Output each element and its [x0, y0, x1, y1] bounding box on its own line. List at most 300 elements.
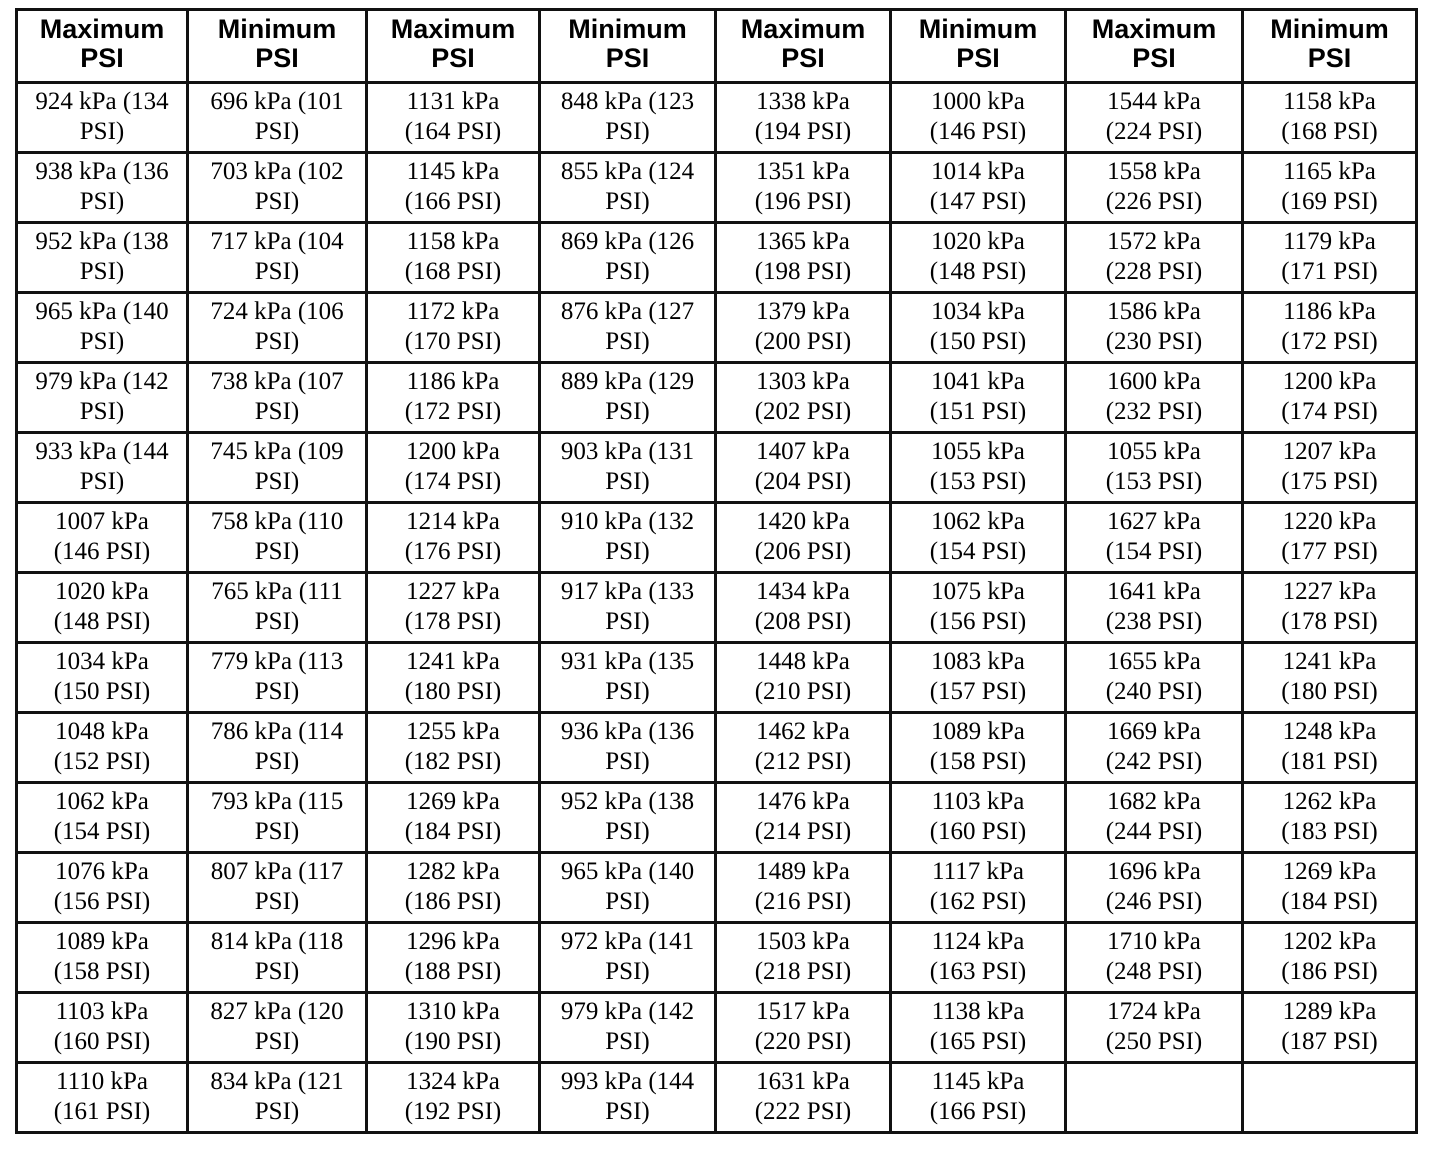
- table-cell: [1066, 643, 1243, 713]
- table-cell: [188, 83, 367, 153]
- table-cell: [891, 503, 1066, 573]
- cell-value-line: 1000 kPa: [931, 88, 1025, 115]
- table-cell: [367, 363, 540, 433]
- table-cell: [891, 363, 1066, 433]
- cell-value-line: 1083 kPa: [931, 648, 1025, 675]
- table-cell: [1243, 503, 1417, 573]
- cell-value-line: (178 PSI): [404, 608, 502, 635]
- cell-value-line: (148 PSI): [929, 258, 1027, 285]
- cell-value-line: PSI): [254, 468, 300, 495]
- cell-value-line: PSI): [254, 1028, 300, 1055]
- cell-value-line: 1641 kPa: [1107, 578, 1201, 605]
- pressure-table: [15, 8, 1418, 1134]
- table-cell: [891, 923, 1066, 993]
- table-cell: [1243, 83, 1417, 153]
- cell-value-line: (248 PSI): [1105, 958, 1203, 985]
- cell-value-line: (204 PSI): [754, 468, 852, 495]
- cell-value-line: PSI): [79, 468, 125, 495]
- cell-value-line: (156 PSI): [53, 888, 151, 915]
- cell-value-line: 1131 kPa: [406, 88, 500, 115]
- cell-value-line: 793 kPa (115: [210, 788, 344, 815]
- table-cell: [1243, 433, 1417, 503]
- cell-value-line: (153 PSI): [1105, 468, 1203, 495]
- cell-value-line: 1034 kPa: [55, 648, 149, 675]
- cell-value-line: 1503 kPa: [756, 928, 850, 955]
- cell-value-line: 1631 kPa: [756, 1068, 850, 1095]
- cell-value-line: 1420 kPa: [756, 508, 850, 535]
- table-cell: [367, 1063, 540, 1133]
- cell-value-line: (220 PSI): [754, 1028, 852, 1055]
- table-cell: [891, 853, 1066, 923]
- column-header: [891, 10, 1066, 83]
- cell-value-line: 1055 kPa: [931, 438, 1025, 465]
- cell-value-line: (187 PSI): [1281, 1028, 1378, 1055]
- cell-value-line: (230 PSI): [1105, 328, 1203, 355]
- cell-value-line: 1076 kPa: [55, 858, 149, 885]
- cell-value-line: 1448 kPa: [756, 648, 850, 675]
- table-cell: [17, 1063, 188, 1133]
- cell-value-line: 972 kPa (141: [560, 928, 695, 955]
- cell-value-line: PSI): [605, 678, 650, 705]
- table-cell: [367, 783, 540, 853]
- cell-value-line: 979 kPa (142: [35, 368, 169, 395]
- table-row: [17, 83, 1417, 153]
- table-cell: [367, 433, 540, 503]
- cell-value-line: (224 PSI): [1105, 118, 1203, 145]
- cell-value-line: 1062 kPa: [55, 788, 149, 815]
- cell-value-line: 1296 kPa: [406, 928, 500, 955]
- cell-value-line: 1289 kPa: [1282, 998, 1377, 1025]
- cell-value-line: (150 PSI): [53, 678, 151, 705]
- cell-value-line: 1338 kPa: [756, 88, 850, 115]
- table-cell: [1066, 223, 1243, 293]
- cell-value-line: PSI): [79, 188, 125, 215]
- table-cell: [540, 643, 716, 713]
- table-cell: [540, 993, 716, 1063]
- table-cell: [1066, 713, 1243, 783]
- cell-value-line: PSI): [79, 398, 125, 425]
- table-cell: [891, 153, 1066, 223]
- table-cell: [367, 713, 540, 783]
- cell-value-line: 1089 kPa: [931, 718, 1025, 745]
- table-cell: [1066, 293, 1243, 363]
- cell-value-line: 938 kPa (136: [35, 158, 169, 185]
- table-cell: [188, 713, 367, 783]
- cell-value-line: 786 kPa (114: [210, 718, 344, 745]
- table-cell: [367, 293, 540, 363]
- table-cell: [367, 153, 540, 223]
- cell-value-line: (178 PSI): [1281, 608, 1378, 635]
- table-cell: [716, 293, 891, 363]
- table-cell: [540, 503, 716, 573]
- cell-value-line: 1303 kPa: [756, 368, 850, 395]
- cell-value-line: (170 PSI): [404, 328, 502, 355]
- table-cell: [716, 783, 891, 853]
- table-cell: [17, 923, 188, 993]
- column-header: [1066, 10, 1243, 83]
- table-cell: [891, 433, 1066, 503]
- cell-value-line: 1007 kPa: [55, 508, 149, 535]
- cell-value-line: 1682 kPa: [1107, 788, 1201, 815]
- table-cell: [891, 783, 1066, 853]
- cell-value-line: (181 PSI): [1281, 748, 1378, 775]
- table-cell: [188, 503, 367, 573]
- cell-value-line: (200 PSI): [754, 328, 852, 355]
- column-header-line: PSI: [956, 43, 1000, 73]
- cell-value-line: (150 PSI): [929, 328, 1027, 355]
- cell-value-line: 1158 kPa: [1283, 88, 1376, 115]
- table-cell: [367, 993, 540, 1063]
- cell-value-line: 1248 kPa: [1282, 718, 1377, 745]
- table-cell: [188, 363, 367, 433]
- table-cell: [1243, 853, 1417, 923]
- table-body: [17, 83, 1417, 1133]
- table-cell: [540, 923, 716, 993]
- cell-value-line: (228 PSI): [1105, 258, 1203, 285]
- cell-value-line: 1627 kPa: [1107, 508, 1201, 535]
- column-header: [540, 10, 716, 83]
- cell-value-line: (177 PSI): [1281, 538, 1378, 565]
- cell-value-line: (202 PSI): [754, 398, 852, 425]
- cell-value-line: 1041 kPa: [931, 368, 1025, 395]
- cell-value-line: (160 PSI): [53, 1028, 151, 1055]
- cell-value-line: PSI): [605, 1028, 650, 1055]
- table-cell: [891, 83, 1066, 153]
- cell-value-line: 1462 kPa: [756, 718, 850, 745]
- cell-value-line: 965 kPa (140: [35, 298, 169, 325]
- cell-value-line: 1241 kPa: [406, 648, 500, 675]
- cell-value-line: PSI): [254, 398, 300, 425]
- cell-value-line: 1165 kPa: [1283, 158, 1376, 185]
- cell-value-line: (147 PSI): [929, 188, 1027, 215]
- cell-value-line: (218 PSI): [754, 958, 852, 985]
- table-row: [17, 223, 1417, 293]
- table-cell: [188, 853, 367, 923]
- cell-value-line: 924 kPa (134: [35, 88, 169, 115]
- table-row: [17, 853, 1417, 923]
- cell-value-line: 1586 kPa: [1107, 298, 1201, 325]
- table-cell: [540, 573, 716, 643]
- table-cell: [716, 363, 891, 433]
- cell-value-line: 827 kPa (120: [210, 998, 344, 1025]
- cell-value-line: 1255 kPa: [406, 718, 500, 745]
- table-cell: [17, 503, 188, 573]
- cell-value-line: (194 PSI): [754, 118, 852, 145]
- cell-value-line: 1055 kPa: [1107, 438, 1201, 465]
- cell-value-line: PSI): [605, 608, 650, 635]
- cell-value-line: (166 PSI): [929, 1098, 1027, 1125]
- cell-value-line: 1710 kPa: [1107, 928, 1201, 955]
- cell-value-line: (158 PSI): [53, 958, 151, 985]
- cell-value-line: 1241 kPa: [1282, 648, 1377, 675]
- cell-value-line: 1020 kPa: [931, 228, 1025, 255]
- table-row: [17, 923, 1417, 993]
- cell-value-line: (238 PSI): [1105, 608, 1203, 635]
- table-cell: [188, 573, 367, 643]
- cell-value-line: PSI): [605, 1098, 650, 1125]
- table-cell: [1243, 783, 1417, 853]
- column-header-line: PSI: [1132, 43, 1176, 73]
- table-cell: [716, 503, 891, 573]
- table-cell: [1066, 923, 1243, 993]
- cell-value-line: (246 PSI): [1105, 888, 1203, 915]
- table-cell: [188, 1063, 367, 1133]
- table-cell: [17, 783, 188, 853]
- cell-value-line: 910 kPa (132: [560, 508, 695, 535]
- table-cell: [891, 573, 1066, 643]
- cell-value-line: (222 PSI): [754, 1098, 852, 1125]
- cell-value-line: (146 PSI): [53, 538, 151, 565]
- table-row: [17, 1063, 1417, 1133]
- cell-value-line: (172 PSI): [404, 398, 502, 425]
- cell-value-line: (168 PSI): [404, 258, 502, 285]
- cell-value-line: 1172 kPa: [406, 298, 500, 325]
- cell-value-line: (158 PSI): [929, 748, 1027, 775]
- cell-value-line: 1655 kPa: [1107, 648, 1201, 675]
- column-header-line: PSI: [80, 43, 124, 73]
- cell-value-line: 1186 kPa: [1283, 298, 1376, 325]
- table-cell: [1066, 993, 1243, 1063]
- table-cell: [367, 503, 540, 573]
- column-header-line: Minimum: [918, 14, 1038, 44]
- cell-value-line: (242 PSI): [1105, 748, 1203, 775]
- cell-value-line: 1145 kPa: [931, 1068, 1025, 1095]
- cell-value-line: (154 PSI): [1105, 538, 1203, 565]
- cell-value-line: (184 PSI): [1281, 888, 1378, 915]
- table-cell: [17, 993, 188, 1063]
- cell-value-line: 917 kPa (133: [560, 578, 695, 605]
- table-cell: [1243, 923, 1417, 993]
- cell-value-line: 1227 kPa: [406, 578, 500, 605]
- table-row: [17, 503, 1417, 573]
- cell-value-line: 1103 kPa: [931, 788, 1025, 815]
- cell-value-line: (206 PSI): [754, 538, 852, 565]
- cell-value-line: (192 PSI): [404, 1098, 502, 1125]
- cell-value-line: (154 PSI): [53, 818, 151, 845]
- table-cell: [17, 223, 188, 293]
- column-header-line: PSI: [431, 43, 475, 73]
- cell-value-line: (163 PSI): [929, 958, 1027, 985]
- cell-value-line: 1207 kPa: [1282, 438, 1377, 465]
- table-cell: [540, 783, 716, 853]
- cell-value-line: 1138 kPa: [931, 998, 1025, 1025]
- cell-value-line: 1202 kPa: [1282, 928, 1377, 955]
- cell-value-line: PSI): [605, 118, 650, 145]
- cell-value-line: 1200 kPa: [406, 438, 500, 465]
- cell-value-line: (216 PSI): [754, 888, 852, 915]
- cell-value-line: (198 PSI): [754, 258, 852, 285]
- cell-value-line: (190 PSI): [404, 1028, 502, 1055]
- table-cell: [1243, 153, 1417, 223]
- table-row: [17, 993, 1417, 1063]
- table-cell: [1066, 783, 1243, 853]
- cell-value-line: (212 PSI): [754, 748, 852, 775]
- table-cell: [540, 433, 716, 503]
- table-cell: [188, 433, 367, 503]
- cell-value-line: PSI): [254, 888, 300, 915]
- cell-value-line: 1227 kPa: [1282, 578, 1377, 605]
- table-cell: [367, 83, 540, 153]
- column-header-line: Minimum: [568, 14, 687, 44]
- table-cell: [367, 923, 540, 993]
- table-cell: [891, 1063, 1066, 1133]
- table-cell: [716, 83, 891, 153]
- cell-value-line: 1324 kPa: [406, 1068, 500, 1095]
- cell-value-line: 1214 kPa: [406, 508, 500, 535]
- column-header: [1243, 10, 1417, 83]
- cell-value-line: 1724 kPa: [1107, 998, 1201, 1025]
- column-header-line: Maximum: [39, 14, 165, 44]
- cell-value-line: 1696 kPa: [1107, 858, 1201, 885]
- column-header-line: PSI: [605, 43, 650, 73]
- table-cell: [17, 573, 188, 643]
- table-cell: [1243, 293, 1417, 363]
- cell-value-line: 1158 kPa: [406, 228, 500, 255]
- table-cell: [367, 853, 540, 923]
- cell-value-line: 807 kPa (117: [210, 858, 344, 885]
- table-cell: [540, 223, 716, 293]
- cell-value-line: (151 PSI): [929, 398, 1027, 425]
- table-cell: [1243, 223, 1417, 293]
- cell-value-line: 696 kPa (101: [210, 88, 344, 115]
- cell-value-line: PSI): [254, 258, 300, 285]
- table-cell: [1243, 573, 1417, 643]
- cell-value-line: PSI): [605, 188, 650, 215]
- cell-value-line: 834 kPa (121: [210, 1068, 344, 1095]
- cell-value-line: (244 PSI): [1105, 818, 1203, 845]
- column-header-line: PSI: [255, 43, 299, 73]
- table-cell: [1066, 503, 1243, 573]
- cell-value-line: 1034 kPa: [931, 298, 1025, 325]
- cell-value-line: 1145 kPa: [406, 158, 500, 185]
- table-row: [17, 573, 1417, 643]
- cell-value-line: 1200 kPa: [1282, 368, 1377, 395]
- table-row: [17, 643, 1417, 713]
- table-cell: [1066, 153, 1243, 223]
- cell-value-line: 1517 kPa: [756, 998, 850, 1025]
- table-cell: [1243, 993, 1417, 1063]
- table-cell: [716, 153, 891, 223]
- table-cell: [716, 853, 891, 923]
- column-header-line: Minimum: [1270, 14, 1389, 44]
- cell-value-line: PSI): [605, 818, 650, 845]
- cell-value-line: PSI): [605, 748, 650, 775]
- cell-value-line: (154 PSI): [929, 538, 1027, 565]
- column-header-line: Minimum: [217, 14, 337, 44]
- cell-value-line: PSI): [605, 328, 650, 355]
- cell-value-line: PSI): [254, 1098, 300, 1125]
- cell-value-line: PSI): [254, 118, 300, 145]
- column-header: [188, 10, 367, 83]
- cell-value-line: 1014 kPa: [931, 158, 1025, 185]
- cell-value-line: PSI): [254, 678, 300, 705]
- cell-value-line: PSI): [79, 328, 125, 355]
- table-cell: [891, 643, 1066, 713]
- table-cell: [540, 153, 716, 223]
- table-cell: [1243, 643, 1417, 713]
- cell-value-line: 1669 kPa: [1107, 718, 1201, 745]
- table-cell: [891, 993, 1066, 1063]
- cell-value-line: (180 PSI): [1281, 678, 1378, 705]
- column-header-line: Maximum: [1091, 14, 1217, 44]
- cell-value-line: PSI): [605, 888, 650, 915]
- cell-value-line: (240 PSI): [1105, 678, 1203, 705]
- table-cell: [540, 293, 716, 363]
- cell-value-line: (184 PSI): [404, 818, 502, 845]
- cell-value-line: (174 PSI): [404, 468, 502, 495]
- cell-value-line: 1220 kPa: [1282, 508, 1377, 535]
- cell-value-line: 855 kPa (124: [560, 158, 695, 185]
- table-cell: [540, 713, 716, 783]
- cell-value-line: (153 PSI): [929, 468, 1027, 495]
- cell-value-line: 1075 kPa: [931, 578, 1025, 605]
- cell-value-line: 1117 kPa: [932, 858, 1024, 885]
- cell-value-line: (176 PSI): [404, 538, 502, 565]
- cell-value-line: (165 PSI): [929, 1028, 1027, 1055]
- cell-value-line: PSI): [605, 398, 650, 425]
- cell-value-line: 903 kPa (131: [560, 438, 695, 465]
- cell-value-line: 1365 kPa: [756, 228, 850, 255]
- cell-value-line: 717 kPa (104: [210, 228, 344, 255]
- table-row: [17, 713, 1417, 783]
- cell-value-line: 952 kPa (138: [560, 788, 695, 815]
- cell-value-line: 979 kPa (142: [560, 998, 695, 1025]
- cell-value-line: (226 PSI): [1105, 188, 1203, 215]
- cell-value-line: (168 PSI): [1281, 118, 1378, 145]
- table-cell: [1066, 433, 1243, 503]
- table-cell: [1066, 853, 1243, 923]
- cell-value-line: 993 kPa (144: [560, 1068, 695, 1095]
- table-cell: [716, 1063, 891, 1133]
- table-cell: [716, 433, 891, 503]
- cell-value-line: (161 PSI): [53, 1098, 151, 1125]
- cell-value-line: (214 PSI): [754, 818, 852, 845]
- cell-value-line: 779 kPa (113: [210, 648, 344, 675]
- cell-value-line: 936 kPa (136: [560, 718, 695, 745]
- cell-value-line: (164 PSI): [404, 118, 502, 145]
- cell-value-line: 1269 kPa: [406, 788, 500, 815]
- cell-value-line: 814 kPa (118: [210, 928, 344, 955]
- table-cell: [17, 853, 188, 923]
- cell-value-line: PSI): [254, 748, 300, 775]
- cell-value-line: 1262 kPa: [1282, 788, 1377, 815]
- cell-value-line: PSI): [254, 818, 300, 845]
- cell-value-line: 931 kPa (135: [560, 648, 695, 675]
- pressure-table-container: [15, 8, 1415, 1134]
- cell-value-line: 1186 kPa: [406, 368, 500, 395]
- cell-value-line: 1600 kPa: [1107, 368, 1201, 395]
- cell-value-line: (186 PSI): [1281, 958, 1378, 985]
- cell-value-line: 1379 kPa: [756, 298, 850, 325]
- cell-value-line: (146 PSI): [929, 118, 1027, 145]
- cell-value-line: 869 kPa (126: [560, 228, 695, 255]
- table-cell: [367, 643, 540, 713]
- cell-value-line: 1476 kPa: [756, 788, 850, 815]
- cell-value-line: 1544 kPa: [1107, 88, 1201, 115]
- table-cell: [716, 643, 891, 713]
- table-cell: [17, 293, 188, 363]
- table-cell: [716, 573, 891, 643]
- table-row: [17, 433, 1417, 503]
- table-cell: [17, 433, 188, 503]
- cell-value-line: 1124 kPa: [931, 928, 1025, 955]
- table-cell: [188, 993, 367, 1063]
- cell-value-line: (169 PSI): [1281, 188, 1378, 215]
- table-cell: [367, 573, 540, 643]
- table-cell: [1066, 363, 1243, 433]
- cell-value-line: (157 PSI): [929, 678, 1027, 705]
- cell-value-line: 1020 kPa: [55, 578, 149, 605]
